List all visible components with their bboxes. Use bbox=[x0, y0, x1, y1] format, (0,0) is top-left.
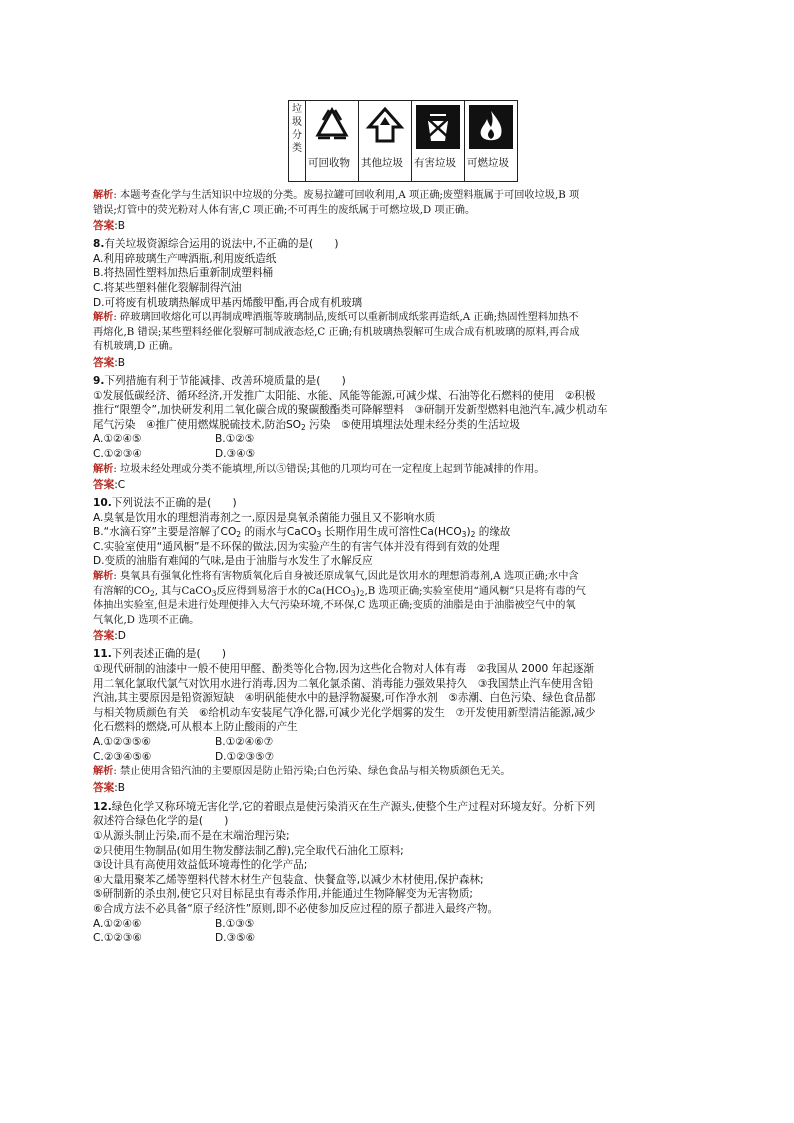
answer-value: :B bbox=[114, 356, 126, 369]
answer-tag: 答案 bbox=[93, 479, 115, 492]
question-body-line: 推行“限塑令”,加快研发利用二氧化碳合成的聚碳酸酯类可降解塑料 ③研制开发新型燃料电池汽车,减少机动车 bbox=[93, 404, 608, 417]
option: C.②③④⑤⑥ bbox=[93, 750, 152, 763]
question-text: 叙述符合绿色化学的是( ) bbox=[93, 815, 229, 828]
answer-value: :D bbox=[114, 630, 126, 643]
subscript: 3 bbox=[211, 588, 217, 598]
text-part: 尾气污染 ④推广使用燃煤脱硫技术,防治SO bbox=[93, 418, 302, 431]
question-number: 11. bbox=[93, 648, 112, 661]
exp-line: 再熔化,B 错误;某些塑料经催化裂解可制成液态烃,C 正确;有机玻璃热裂解可生成合成有机玻璃的原料,再合成 bbox=[93, 326, 580, 338]
text-part: 的雨水与CaCO bbox=[241, 526, 317, 539]
option: C.将某些塑料催化裂解制得汽油 bbox=[93, 281, 242, 294]
answer-value: :B bbox=[114, 220, 126, 233]
option: A.①②③⑤⑥ bbox=[93, 736, 151, 748]
answer-value: :B bbox=[114, 781, 126, 794]
subscript: 2 bbox=[301, 422, 306, 432]
cell-label: 可回收物 bbox=[308, 157, 350, 169]
q10-explanation bbox=[93, 569, 713, 628]
row-header-char: 分 bbox=[292, 130, 302, 141]
recycle-house-icon bbox=[363, 105, 407, 149]
exp-line: 气氧化,D 选项不正确。 bbox=[93, 614, 200, 626]
analysis-tag: 解析 bbox=[93, 311, 114, 324]
option: B.①③⑤ bbox=[215, 917, 255, 930]
question-text: 有关垃圾资源综合运用的说法中,不正确的是( ) bbox=[104, 238, 339, 251]
list-item: ②只使用生物制品(如用生物发酵法制乙醇),完全取代石油化工原料; bbox=[93, 844, 404, 857]
answer-tag: 答案 bbox=[93, 356, 115, 369]
option-row bbox=[93, 735, 713, 750]
option: C.①②③⑥ bbox=[93, 932, 142, 945]
question-text: 绿色化学又称环境无害化学,它的着眼点是使污染消灭在生产源头,使整个生产过程对环境友好。分析下列 bbox=[111, 800, 596, 813]
q8-explanation bbox=[93, 310, 713, 355]
answer-tag: 答案 bbox=[93, 630, 115, 643]
option: D.变质的油脂有难闻的气味,是由于油脂与水发生了水解反应 bbox=[93, 555, 373, 568]
option: C.实验室使用“通风橱”是不环保的做法,因为实验产生的有害气体并没有得到有效的处理 bbox=[93, 540, 500, 553]
q7-answer bbox=[93, 219, 713, 234]
option: A.①②④⑤ bbox=[93, 433, 142, 446]
question-number: 12. bbox=[93, 800, 112, 813]
text-part: ) bbox=[355, 585, 360, 597]
table-cell-other bbox=[359, 101, 412, 182]
page bbox=[93, 100, 713, 946]
cell-label: 可燃垃圾 bbox=[467, 157, 509, 169]
question-text: 下列措施有利于节能减排、改善环境质量的是( ) bbox=[104, 374, 346, 387]
option-row bbox=[93, 432, 713, 447]
question-body-line: 与相关物质颜色有关 ⑥给机动车安装尾气净化器,可减少光化学烟雾的发生 ⑦开发使用新型清洁能源,减少 bbox=[93, 706, 596, 719]
list-item: ⑥合成方法不必具备“原子经济性”原则,即不必使参加反应过程的原子都进入最终产物。 bbox=[93, 902, 499, 915]
text-part: 反应得到易溶于水的Ca(HCO bbox=[216, 585, 351, 597]
question-number: 8. bbox=[93, 238, 105, 251]
subscript: 2 bbox=[236, 530, 242, 540]
q12-stem bbox=[93, 800, 713, 815]
q7-explanation bbox=[93, 188, 713, 218]
answer-tag: 答案 bbox=[93, 220, 115, 233]
option: A.利用碎玻璃生产啤酒瓶,利用废纸造纸 bbox=[93, 252, 277, 265]
option: B.①②④⑥⑦ bbox=[215, 736, 274, 748]
answer-value: :C bbox=[114, 479, 126, 492]
option: D.③④⑤ bbox=[215, 447, 256, 460]
q9-explanation bbox=[93, 462, 713, 478]
exp-line: : 本题考查化学与生活知识中垃圾的分类。废易拉罐可回收利用,A 项正确;废塑料瓶属于可回收垃圾,B 项 bbox=[113, 190, 580, 201]
text-part: 污染 ⑤使用填埋法处理未经分类的生活垃圾 bbox=[305, 418, 520, 431]
text-part: B.“水滴石穿”主要是溶解了CO bbox=[93, 526, 237, 539]
option: A.臭氧是饮用水的理想消毒剂之一,原因是臭氧杀菌能力强且又不影响水质 bbox=[93, 511, 436, 524]
question-body-line: ①现代研制的油漆中一般不使用甲醛、酚类等化合物,因为这些化合物对人体有毒 ②我国从 2000 年起逐渐 bbox=[93, 663, 594, 676]
garbage-classification-table bbox=[288, 100, 518, 182]
q9-answer bbox=[93, 478, 713, 493]
q11-explanation bbox=[93, 764, 713, 780]
exp-line: : 碎玻璃回收熔化可以再制成啤酒瓶等玻璃制品,废纸可以重新制成纸浆再造纸,A 正确;热固性塑料加热不 bbox=[113, 312, 579, 324]
answer-tag: 答案 bbox=[93, 781, 115, 794]
q11-answer bbox=[93, 781, 713, 796]
question-text: 下列说法不正确的是( ) bbox=[111, 497, 237, 510]
question-body-line: ①发展低碳经济、循环经济,开发推广太阳能、水能、风能等能源,可减少煤、石油等化石燃料的使用 ②积极 bbox=[93, 389, 596, 402]
row-header-char: 垃 bbox=[292, 104, 302, 115]
table-cell-harmful bbox=[412, 101, 465, 182]
harmful-waste-icon bbox=[416, 105, 460, 149]
option bbox=[93, 525, 713, 540]
row-header-char: 圾 bbox=[292, 117, 302, 128]
q8-stem bbox=[93, 237, 713, 252]
exp-line: 错误;灯管中的荧光粉对人体有害,C 项正确;不可再生的废纸属于可燃垃圾,D 项正确。 bbox=[93, 204, 476, 216]
list-item: ⑤研制新的杀虫剂,使它只对目标昆虫有毒杀作用,并能通过生物降解变为无害物质; bbox=[93, 888, 473, 901]
exp-line bbox=[93, 585, 713, 600]
option: B.①②⑤ bbox=[215, 433, 255, 446]
list-item: ①从源头制止污染,而不是在末端治理污染; bbox=[93, 829, 290, 842]
q11-stem bbox=[93, 647, 713, 662]
option: B.将热固性塑料加热后重新制成塑料桶 bbox=[93, 267, 274, 280]
option-row bbox=[93, 447, 713, 462]
subscript: 2 bbox=[470, 530, 476, 540]
analysis-tag: 解析 bbox=[93, 462, 114, 475]
table-cell-recyclable bbox=[306, 101, 359, 182]
recycle-icon bbox=[310, 105, 354, 149]
option: A.①②④⑥ bbox=[93, 917, 142, 930]
question-text: 下列表述正确的是( ) bbox=[111, 648, 226, 661]
question-body-line bbox=[93, 418, 713, 433]
option: D.③⑤⑥ bbox=[215, 932, 256, 945]
option-row bbox=[93, 917, 713, 932]
analysis-tag: 解析 bbox=[93, 189, 114, 201]
q9-stem bbox=[93, 374, 713, 389]
exp-line: : 垃圾未经处理或分类不能填埋,所以⑤错误;其他的几项均可在一定程度上起到节能减排的作用。 bbox=[113, 463, 545, 475]
text-part: ,B 选项正确;实验室使用“通风橱”只是将有毒的气 bbox=[364, 585, 586, 597]
question-body-line: 化石燃料的燃烧,可从根本上防止酸雨的产生 bbox=[93, 721, 298, 734]
exp-line: : 禁止使用含铅汽油的主要原因是防止铅污染;白色污染、绿色食品与相关物质颜色无关。 bbox=[113, 766, 511, 778]
question-body-line: 汽油,其主要原因是铅资源短缺 ④明矾能使水中的悬浮物凝聚,可作净水剂 ⑤赤潮、白色污染、绿色食品都 bbox=[93, 692, 596, 705]
analysis-tag: 解析 bbox=[93, 765, 114, 778]
table-cell-combustible bbox=[465, 101, 518, 182]
flame-icon bbox=[469, 105, 513, 149]
option: D.可将废有机玻璃热解成甲基丙烯酸甲酯,再合成有机玻璃 bbox=[93, 296, 363, 309]
option: D.①②③⑤⑦ bbox=[215, 750, 275, 763]
q10-answer bbox=[93, 629, 713, 644]
text-part: ) bbox=[466, 526, 471, 539]
q10-stem bbox=[93, 496, 713, 511]
row-header-char: 类 bbox=[292, 143, 302, 154]
question-number: 10. bbox=[93, 497, 112, 510]
subscript: 2 bbox=[149, 588, 155, 598]
list-item: ③设计具有高使用效益低环境毒性的化学产品; bbox=[93, 859, 308, 872]
option-row bbox=[93, 750, 713, 765]
option-row bbox=[93, 931, 713, 946]
question-body-line: 用二氧化氯取代氯气对饮用水进行消毒,因为二氧化氯杀菌、消毒能力强效果持久 ③我国禁止汽车使用含铅 bbox=[93, 677, 594, 690]
subscript: 3 bbox=[350, 588, 356, 598]
text-part: 的缘故 bbox=[475, 526, 511, 539]
text-part: 长期作用生成可溶性Ca(HCO bbox=[321, 526, 462, 539]
text-part: 有溶解的CO bbox=[93, 585, 150, 597]
subscript: 3 bbox=[316, 530, 322, 540]
subscript: 3 bbox=[461, 530, 467, 540]
cell-label: 其他垃圾 bbox=[361, 157, 403, 169]
exp-line: 有机玻璃,D 正确。 bbox=[93, 341, 179, 353]
analysis-tag: 解析 bbox=[93, 570, 114, 583]
exp-line: : 臭氧具有强氧化性将有害物质氧化后自身被还原成氧气,因此是饮用水的理想消毒剂,A 选项正确;水中含 bbox=[113, 571, 579, 583]
option: C.①②③④ bbox=[93, 447, 142, 460]
list-item: ④大量用聚苯乙烯等塑料代替木材生产包装盒、快餐盒等,以减少木材使用,保护森林; bbox=[93, 873, 484, 886]
question-number: 9. bbox=[93, 374, 105, 387]
table-row-header bbox=[289, 101, 306, 182]
subscript: 2 bbox=[359, 588, 365, 598]
exp-line: 体抽出实验室,但是未进行处理便排入大气污染环境,不环保,C 选项正确;变质的油脂是由于油脂被空气中的氧 bbox=[93, 600, 576, 612]
q8-answer bbox=[93, 356, 713, 371]
cell-label: 有害垃圾 bbox=[414, 157, 456, 169]
text-part: , 其与CaCO bbox=[154, 585, 212, 597]
